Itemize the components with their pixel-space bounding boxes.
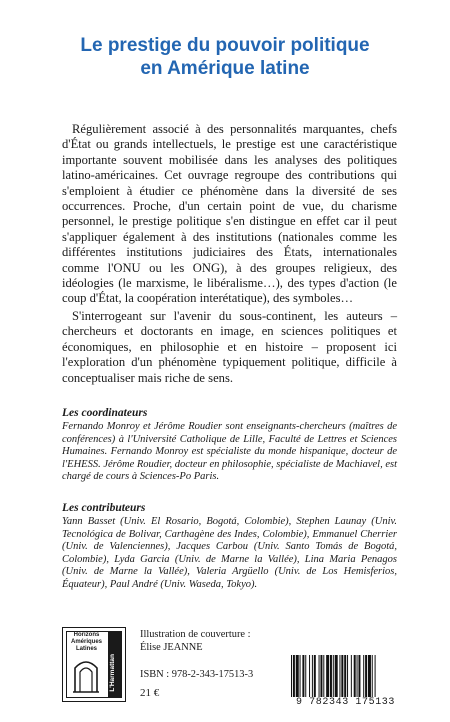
barcode-bar xyxy=(314,655,316,697)
cover-info xyxy=(140,629,253,699)
publisher-name: L'Harmattan xyxy=(109,654,116,692)
barcode-bar xyxy=(375,655,376,697)
barcode-bar xyxy=(339,655,340,697)
barcode-bar xyxy=(341,655,343,697)
barcode xyxy=(287,655,404,706)
barcode-bar xyxy=(296,655,299,697)
barcode-bar xyxy=(305,655,306,697)
barcode-bar xyxy=(309,655,310,697)
barcode-bar xyxy=(291,655,292,697)
coordinators-text: Fernando Monroy et Jérôme Roudier sont enseignants-chercheurs (maîtres de conférences) à l'Université Catholique de Lille, Faculté de Lettres et Sciences Humaines. Fernando Monroy est spécialiste du monde hispanique, docteur de l'EHESS. Jérôme Roudier, docteur en philosophie, spécialiste de Machiavel, est chargé de cours à Sciences-Po Paris. xyxy=(62,421,397,483)
blurb-paragraph-2: S'interrogeant sur l'avenir du sous-continent, les auteurs – chercheurs et doctorants en image, en sciences politiques et économiques, en philosophie et en histoire – proposent ici l'exploration d'un phénomène typiquement politique, difficile à conceptualiser mais riche de sens. xyxy=(62,308,397,385)
barcode-bar xyxy=(358,655,360,697)
book-title xyxy=(20,34,430,80)
barcode-bar xyxy=(351,655,352,697)
series-name xyxy=(67,632,106,652)
barcode-bar xyxy=(335,655,338,697)
barcode-bar xyxy=(323,655,324,697)
barcode-bar xyxy=(300,655,301,697)
barcode-bar xyxy=(368,655,371,697)
barcode-bar xyxy=(319,655,320,697)
barcode-bar xyxy=(320,655,322,697)
publisher-emblem-icon xyxy=(71,654,101,694)
isbn: ISBN : 978-2-343-17513-3 xyxy=(140,669,254,681)
contributors-section xyxy=(62,501,397,592)
barcode-bar xyxy=(347,655,348,697)
contributors-text: Yann Basset (Univ. El Rosario, Bogotá, Colombie), Stephen Launay (Univ. Tecnológica de Bolivar, Carthagène des Indes, Colombie), Emmanuel Cherrier (Univ. de Valenciennes), Jacques Carbou (Univ. Santo Tomás de Bogotá, Colombie), Lyda Garcia (Univ. de Marne la Vallée), Lina Maria Penagos (Univ. de Marne la Vallée), Valeria Argüello (Univ. de Los Hemisferios, Équateur), Paul André (Univ. Waseda, Tokyo). xyxy=(62,516,397,590)
title-line-2: en Amérique latine xyxy=(140,58,310,79)
title-line-1: Le prestige du pouvoir politique xyxy=(80,35,370,56)
contributors-heading: Les contributeurs xyxy=(62,502,146,514)
coordinators-section xyxy=(62,406,397,484)
publisher-band xyxy=(108,631,122,698)
barcode-bar xyxy=(330,655,332,697)
blurb xyxy=(62,122,397,386)
barcode-bar xyxy=(357,655,358,697)
price: 21 € xyxy=(140,686,160,699)
barcode-bar xyxy=(326,655,329,697)
barcode-bar xyxy=(312,655,313,697)
series-line-1: Horizons xyxy=(73,632,100,638)
barcode-bar xyxy=(293,655,295,697)
barcode-bar xyxy=(302,655,304,697)
series-line-2: Amériques Latines xyxy=(70,639,102,652)
barcode-bar xyxy=(333,655,334,697)
barcode-digits: 9 782343 175133 xyxy=(287,697,404,708)
barcode-bar xyxy=(363,655,364,697)
barcode-bar xyxy=(354,655,356,697)
publisher-logo xyxy=(62,627,126,702)
barcode-bar xyxy=(372,655,373,697)
illustration-label: Illustration de couverture : xyxy=(140,629,251,640)
barcode-bars xyxy=(287,655,404,697)
blurb-paragraph-1: Régulièrement associé à des personnalités marquantes, chefs d'État ou grands intellectuels, le prestige est une caractéristique importante souvent mobilisée dans les analyses des politiques latino-américaines. Cet ouvrage regroupe des contributions qui s'emploient à étudier ce phénomène dans la diversité de ses occurrences. Proche, d'un certain point de vue, du charisme personnel, le prestige politique s'en distingue en effet car il peut s'appliquer également à des institutions (nationales comme les différentes institutions judiciaires des États, internationales comme l'ONU ou les ONG), à des groupes religieux, des idéologies (le marxisme, le libéralisme…), des types d'action (le coup d'État, la coopération interétatique), des symboles… xyxy=(62,122,397,306)
barcode-bar xyxy=(365,655,367,697)
barcode-bar xyxy=(344,655,346,697)
coordinators-heading: Les coordinateurs xyxy=(62,407,148,419)
illustrator-name: Élise JEANNE xyxy=(140,641,203,653)
